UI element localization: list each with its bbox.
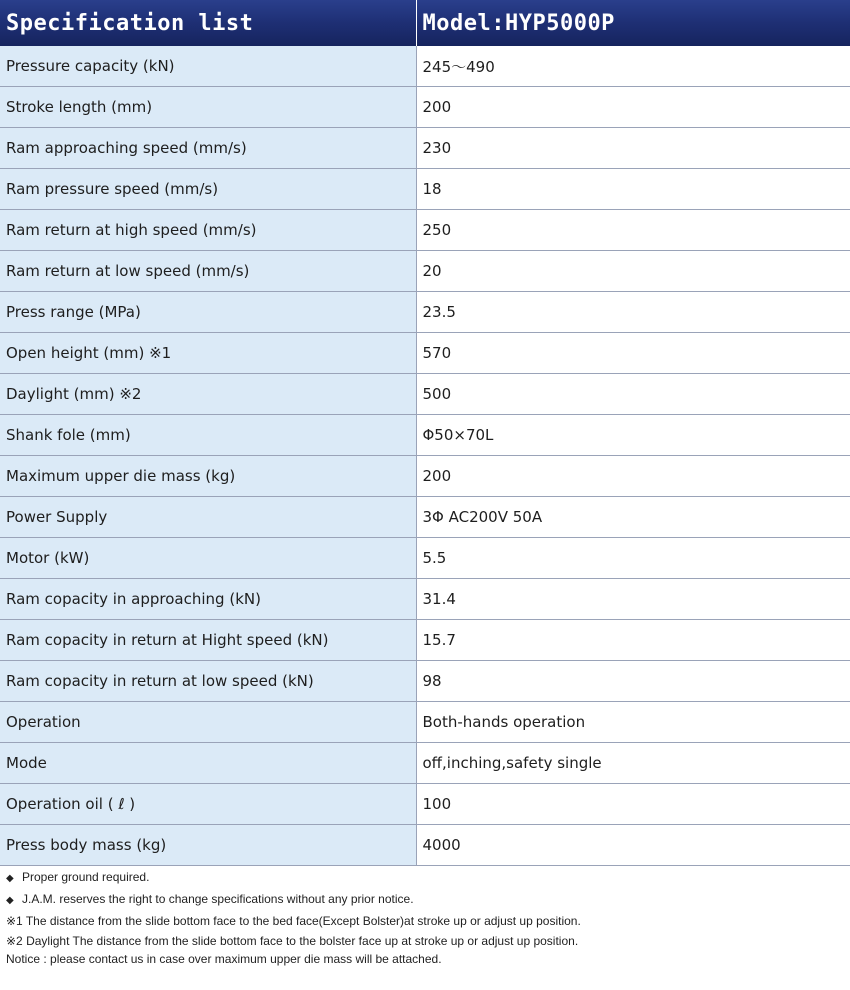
spec-label: Ram copacity in return at Hight speed (kN) bbox=[0, 620, 416, 661]
spec-label: Operation oil ( ℓ ) bbox=[0, 784, 416, 825]
diamond-bullet-icon: ◆ bbox=[6, 873, 14, 884]
spec-value: 18 bbox=[416, 169, 850, 210]
spec-label: Ram return at high speed (mm/s) bbox=[0, 210, 416, 251]
table-row bbox=[0, 46, 850, 87]
table-row bbox=[0, 743, 850, 784]
spec-value: Φ50×70L bbox=[416, 415, 850, 456]
table-row bbox=[0, 538, 850, 579]
spec-label: Pressure capacity (kN) bbox=[0, 46, 416, 87]
header-specification-list: Specification list bbox=[0, 0, 416, 46]
spec-value: 250 bbox=[416, 210, 850, 251]
spec-label: Open height (mm) ※1 bbox=[0, 333, 416, 374]
header-model: Model:HYP5000P bbox=[416, 0, 850, 46]
spec-label: Maximum upper die mass (kg) bbox=[0, 456, 416, 497]
spec-label: Press body mass (kg) bbox=[0, 825, 416, 866]
spec-label: Daylight (mm) ※2 bbox=[0, 374, 416, 415]
table-row bbox=[0, 292, 850, 333]
spec-label: Ram approaching speed (mm/s) bbox=[0, 128, 416, 169]
spec-value: Both-hands operation bbox=[416, 702, 850, 743]
spec-label: Ram copacity in return at low speed (kN) bbox=[0, 661, 416, 702]
table-row bbox=[0, 333, 850, 374]
spec-value: 3Φ AC200V 50A bbox=[416, 497, 850, 538]
spec-label: Ram copacity in approaching (kN) bbox=[0, 579, 416, 620]
spec-value: 20 bbox=[416, 251, 850, 292]
spec-label: Ram pressure speed (mm/s) bbox=[0, 169, 416, 210]
spec-label: Press range (MPa) bbox=[0, 292, 416, 333]
note-1: ※1 The distance from the slide bottom face to the bed face(Except Bolster)at stroke up or adjust up position. bbox=[6, 914, 581, 928]
table-row bbox=[0, 374, 850, 415]
spec-value: 98 bbox=[416, 661, 850, 702]
note-rights bbox=[6, 888, 846, 910]
spec-value: 230 bbox=[416, 128, 850, 169]
spec-value: 5.5 bbox=[416, 538, 850, 579]
notice: Notice : please contact us in case over maximum upper die mass will be attached. bbox=[6, 952, 442, 966]
table-row bbox=[0, 825, 850, 866]
spec-label: Motor (kW) bbox=[0, 538, 416, 579]
table-row bbox=[0, 415, 850, 456]
table-row bbox=[0, 702, 850, 743]
spec-value: 245～490 bbox=[416, 46, 850, 87]
note-2: ※2 Daylight The distance from the slide bottom face to the bolster face up at stroke up or adjust up position. bbox=[6, 934, 579, 948]
diamond-bullet-icon: ◆ bbox=[6, 895, 14, 906]
spec-label: Shank fole (mm) bbox=[0, 415, 416, 456]
table-body bbox=[0, 46, 850, 866]
spec-value: 200 bbox=[416, 87, 850, 128]
table-row bbox=[0, 210, 850, 251]
spec-value: 200 bbox=[416, 456, 850, 497]
table-header-row bbox=[0, 0, 850, 46]
spec-value: 31.4 bbox=[416, 579, 850, 620]
table-row bbox=[0, 579, 850, 620]
table-row bbox=[0, 251, 850, 292]
spec-label: Mode bbox=[0, 743, 416, 784]
table-row bbox=[0, 620, 850, 661]
spec-value: 23.5 bbox=[416, 292, 850, 333]
table-row bbox=[0, 784, 850, 825]
table-row bbox=[0, 128, 850, 169]
note-ground-text: Proper ground required. bbox=[22, 870, 150, 884]
spec-value: 4000 bbox=[416, 825, 850, 866]
spec-label: Operation bbox=[0, 702, 416, 743]
spec-value: 500 bbox=[416, 374, 850, 415]
spec-label: Ram return at low speed (mm/s) bbox=[0, 251, 416, 292]
table-row bbox=[0, 497, 850, 538]
table-row bbox=[0, 661, 850, 702]
note-rights-text: J.A.M. reserves the right to change specifications without any prior notice. bbox=[22, 892, 414, 906]
note-ground bbox=[6, 866, 846, 888]
spec-value: off,inching,safety single bbox=[416, 743, 850, 784]
spec-value: 100 bbox=[416, 784, 850, 825]
spec-value: 570 bbox=[416, 333, 850, 374]
spec-label: Stroke length (mm) bbox=[0, 87, 416, 128]
table-row bbox=[0, 87, 850, 128]
spec-label: Power Supply bbox=[0, 497, 416, 538]
table-row bbox=[0, 456, 850, 497]
table-row bbox=[0, 169, 850, 210]
spec-value: 15.7 bbox=[416, 620, 850, 661]
footnotes bbox=[6, 866, 846, 968]
